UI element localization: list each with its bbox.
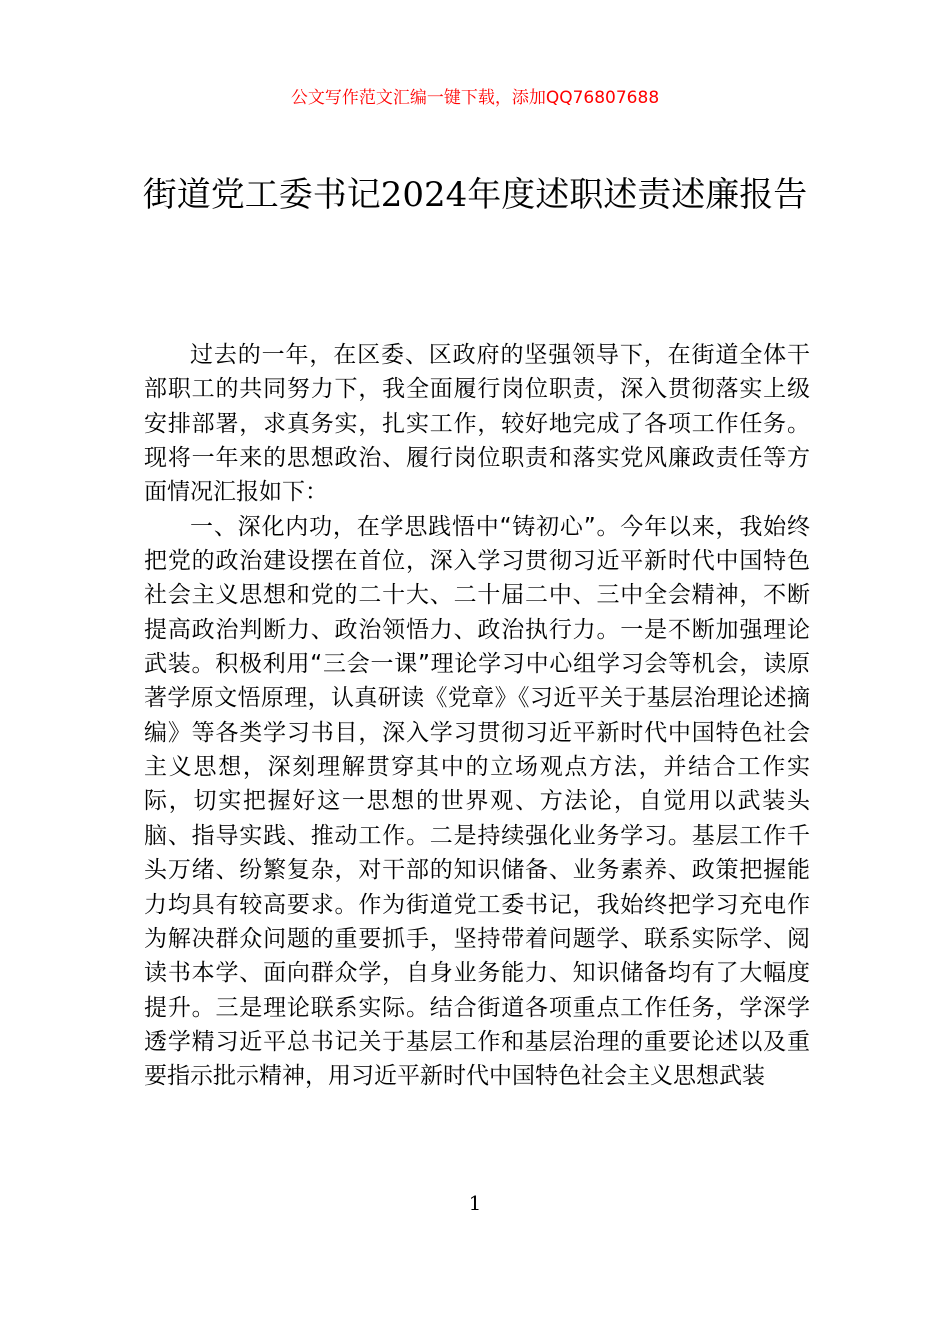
document-body — [144, 338, 810, 1094]
page-number: 1 — [468, 1191, 482, 1215]
download-notice: 公文写作范文汇编一键下载，添加QQ76807688 — [290, 88, 660, 108]
paragraph-section-one: 一、深化内功，在学思践悟中“铸初心”。今年以来，我始终把党的政治建设摆在首位，深入学习贯彻习近平新时代中国特色社会主义思想和党的二十大、二十届二中、三中全会精神，不断提高政治判断力、政治领悟力、政治执行力。一是不断加强理论武装。积极利用“三会一课”理论学习中心组学习会等机会，读原著学原文悟原理，认真研读《党章》《习近平关于基层治理论述摘编》等各类学习书目，深入学习贯彻习近平新时代中国特色社会主义思想，深刻理解贯穿其中的立场观点方法，并结合工作实际，切实把握好这一思想的世界观、方法论，自觉用以武装头脑、指导实践、推动工作。二是持续强化业务学习。基层工作千头万绪、纷繁复杂，对干部的知识储备、业务素养、政策把握能力均具有较高要求。作为街道党工委书记，我始终把学习充电作为解决群众问题的重要抓手，坚持带着问题学、联系实际学、阅读书本学、面向群众学，自身业务能力、知识储备均有了大幅度提升。三是理论联系实际。结合街道各项重点工作任务，学深学透学精习近平总书记关于基层工作和基层治理的重要论述以及重要指示批示精神，用习近平新时代中国特色社会主义思想武装 — [144, 513, 810, 1090]
paragraph-intro: 过去的一年，在区委、区政府的坚强领导下，在街道全体干部职工的共同努力下，我全面履行岗位职责，深入贯彻落实上级安排部署，求真务实，扎实工作，较好地完成了各项工作任务。现将一年来的思想政治、履行岗位职责和落实党风廉政责任等方面情况汇报如下： — [144, 342, 810, 506]
document-title: 街道党工委书记2024年度述职述责述廉报告 — [142, 175, 808, 215]
